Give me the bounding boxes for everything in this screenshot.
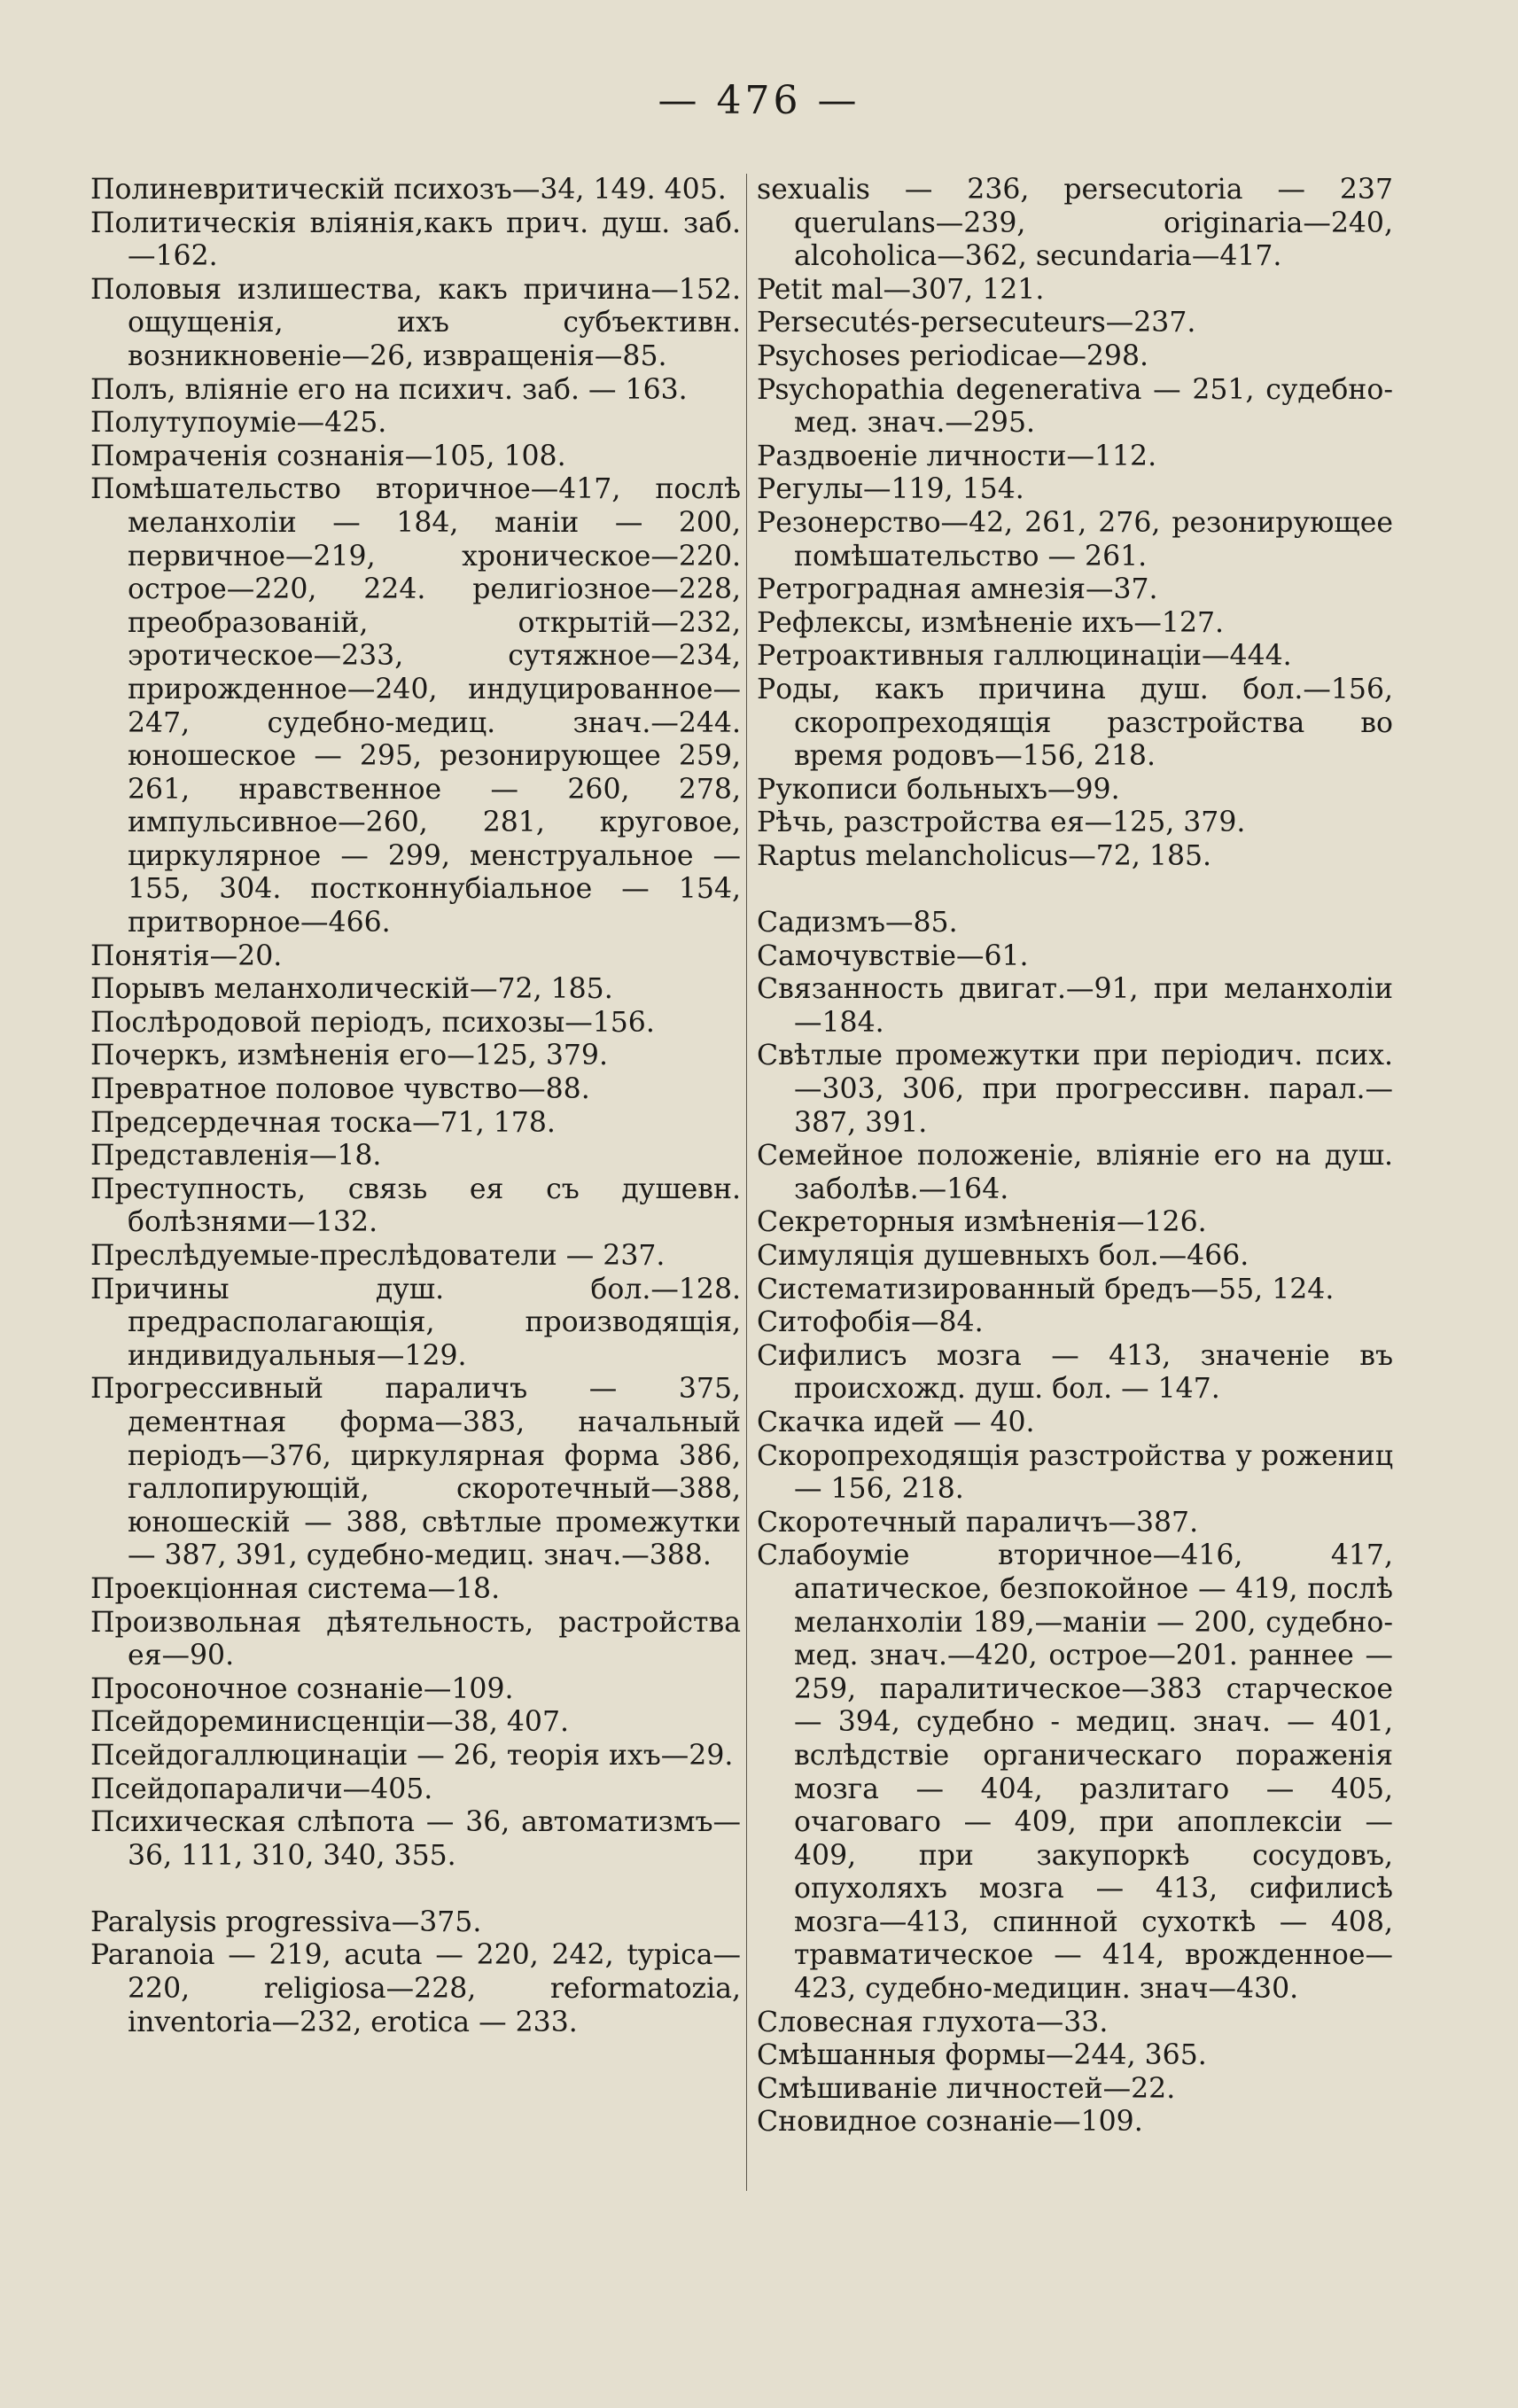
index-entry: Просоночное сознаніе—109. [90, 1672, 514, 1705]
index-entry: Политическія вліянія,какъ прич. душ. заб.—162. [90, 207, 741, 273]
index-entry: Почеркъ, измѣненія его—125, 379. [90, 1040, 608, 1072]
index-column-left [90, 174, 741, 2039]
index-entry: Преслѣдуемые-преслѣдователи — 237. [90, 1240, 666, 1272]
index-entry: Сифилисъ мозга — 413, значеніе въ происхожд. душ. бол. — 147. [757, 1339, 1393, 1406]
index-entry: Регулы—119, 154. [757, 473, 1024, 506]
index-entry: Послѣродовой періодъ, психозы—156. [90, 1006, 655, 1039]
index-entry: Рѣчь, разстройства ея—125, 379. [757, 807, 1246, 839]
index-entry: Слабоуміе вторичное—416, 417, апатическое, безпокойное — 419, послѣ меланхоліи 189,—маніи — 200, судебно-мед. знач.—420, острое—201. раннее — 259, паралитическое—383 старческое — 394, судебно - медиц. знач. — 401, вслѣдствіе органическаго пораженія мозга — 404, разлитаго — 405, очаговаго — 409, при апоплексіи — 409, при закупоркѣ сосудовъ, опухоляхъ мозга — 413, сифилисѣ мозга—413, спинной сухоткѣ — 408, травматическое — 414, врожденное—423, судебно-медицин. знач—430. [757, 1539, 1393, 2006]
index-entry: Смѣшанныя формы—244, 365. [757, 2039, 1207, 2072]
index-entry: Помѣшательство вторичное—417, послѣ меланхоліи — 184, маніи — 200, первичное—219, хроническое—220. острое—220, 224. религіозное—228, преобразованій, открытій—232, эротическое—233, сутяжное—234, прирожденное—240, индуцированное—247, судебно-медиц. знач.—244. юношеское — 295, резонирующее 259, 261, нравственное — 260, 278, импульсивное—260, 281, круговое, циркулярное — 299, менструальное — 155, 304. постконнубіальное — 154, притворное—466. [90, 473, 741, 939]
index-entry: Систематизированный бредъ—55, 124. [757, 1273, 1335, 1305]
index-entry: Произвольная дѣятельность, растройства ея—90. [90, 1606, 741, 1672]
index-entry: Скоротечный параличъ—387. [757, 1506, 1199, 1539]
index-entry: Рукописи больныхъ—99. [757, 773, 1120, 806]
index-entry: Полъ, вліяніе его на психич. заб. — 163. [90, 373, 688, 406]
index-entry: Petit mal—307, 121. [757, 273, 1045, 306]
index-entry: Представленія—18. [90, 1140, 382, 1173]
index-entry: Проекціонная система—18. [90, 1572, 501, 1605]
index-entry: Прогрессивный параличъ — 375, дементная форма—383, начальный періодъ—376, циркулярная форма 386, галлопирующій, скоротечный—388, юношескій — 388, свѣтлые промежутки — 387, 391, судебно-медиц. знач.—388. [90, 1373, 741, 1572]
index-entry: Симуляція душевныхъ бол.—466. [757, 1240, 1249, 1272]
index-entry: Понятія—20. [90, 939, 283, 972]
index-entry: Paralysis progressiva—375. [90, 1905, 482, 1938]
index-entry: Садизмъ—85. [757, 907, 958, 939]
index-entry: Paranoia — 219, acuta — 220, 242, typica—220, religiosa—228, reformatozia, inventoria—232, erotica — 233. [90, 1939, 741, 2038]
index-entry: Полутупоумie—425. [90, 407, 387, 440]
index-entry: Причины душ. бол.—128. предрасполагающія, производящія, индивидуальныя—129. [90, 1273, 741, 1372]
index-entry: Порывъ меланхолическій—72, 185. [90, 973, 613, 1006]
section-gap [90, 1873, 741, 1906]
index-entry: Рефлексы, измѣненіе ихъ—127. [757, 606, 1225, 639]
index-entry: Raptus melancholicus—72, 185. [757, 839, 1212, 872]
index-entry: Роды, какъ причина душ. бол.—156, скоропреходящія разстройства во время родовъ—156, 218. [757, 673, 1393, 773]
index-entry: Резонерство—42, 261, 276, резонирующее помѣшательство — 261. [757, 506, 1393, 573]
index-entry: Психическая слѣпота — 36, автоматизмъ—36, 111, 310, 340, 355. [90, 1806, 741, 1872]
index-entry: Свѣтлые промежутки при періодич. псих.—303, 306, при прогрессивн. парал.—387, 391. [757, 1040, 1393, 1139]
index-entry: Псейдогаллюцинаціи — 26, теорія ихъ—29. [90, 1739, 734, 1772]
index-entry: Ретроградная амнезія—37. [757, 573, 1158, 606]
page-number: — 476 — [658, 78, 860, 123]
index-entry: Скоропреходящія разстройства у рожениц — 156, 218. [757, 1439, 1393, 1506]
index-entry: Смѣшиваніе личностей—22. [757, 2072, 1176, 2105]
index-entry: Помраченія сознанія—105, 108. [90, 440, 566, 472]
index-entry: Связанность двигат.—91, при меланхоліи—184. [757, 973, 1393, 1039]
index-entry: Скачка идей — 40. [757, 1406, 1035, 1438]
index-entry: Предсердечная тоска—71, 178. [90, 1106, 556, 1139]
index-entry: Словесная глухота—33. [757, 2006, 1109, 2038]
index-entry: Семейное положеніе, вліяніе его на душ. заболѣв.—164. [757, 1140, 1393, 1205]
index-entry: Persecutés-persecuteurs—237. [757, 307, 1196, 339]
index-entry: Превратное половое чувство—88. [90, 1073, 590, 1106]
index-entry: Преступность, связь ея съ душевн. болѣзнями—132. [90, 1173, 741, 1239]
section-gap [757, 873, 1393, 907]
index-entry: Psychopathia degenerativa — 251, судебно-мед. знач.—295. [757, 373, 1393, 440]
index-entry: Полиневритическій психозъ—34, 149. 405. [90, 174, 727, 206]
index-entry: Ситофобія—84. [757, 1306, 984, 1339]
index-entry: Сновидное сознаніе—109. [757, 2106, 1143, 2139]
index-entry: Ретроактивныя галлюцинаціи—444. [757, 640, 1292, 673]
column-divider [746, 174, 747, 2191]
index-column-right [757, 174, 1393, 2139]
index-entry: Псейдореминисценціи—38, 407. [90, 1706, 570, 1739]
index-entry: Секреторныя измѣненія—126. [757, 1206, 1207, 1239]
index-entry: Раздвоеніе личности—112. [757, 440, 1157, 472]
index-entry: sexualis — 236, persecutoria — 237 querulans—239, originaria—240, alcoholica—362, secundaria—417. [757, 174, 1393, 273]
index-entry: Псейдопараличи—405. [90, 1773, 433, 1805]
index-entry: Самочувствіе—61. [757, 939, 1029, 972]
index-entry: Половыя излишества, какъ причина—152. ощущенія, ихъ субъективн. возникновеніе—26, извращенія—85. [90, 273, 741, 372]
index-entry: Psychoses periodicae—298. [757, 339, 1149, 372]
